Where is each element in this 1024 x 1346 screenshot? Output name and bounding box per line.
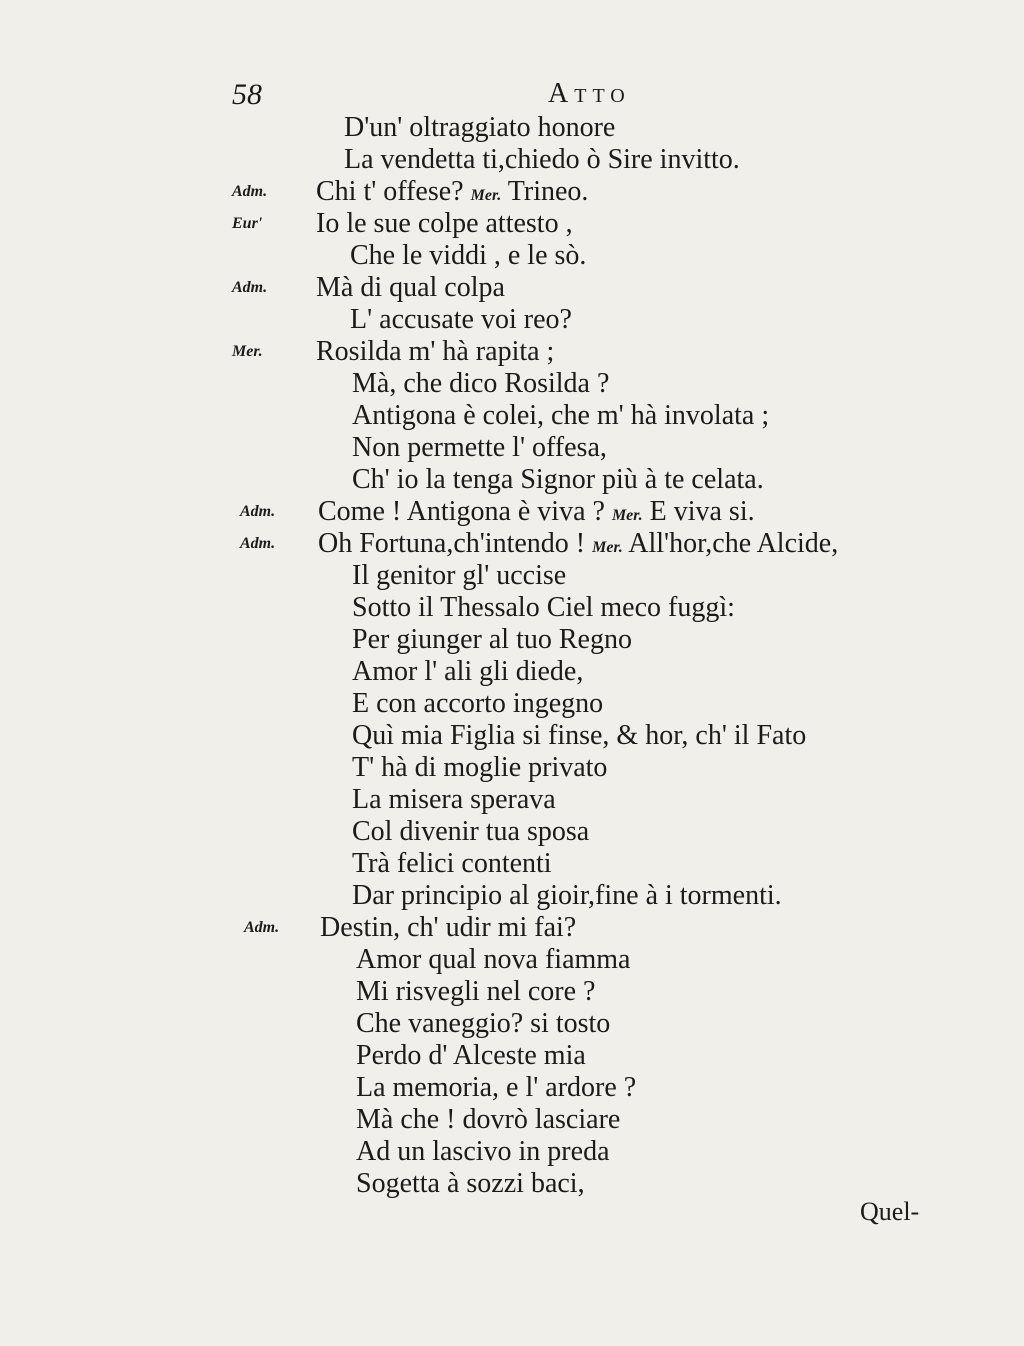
verse-line: Il genitor gl' uccise — [352, 560, 567, 591]
verse-line: D'un' oltraggiato honore — [344, 112, 616, 143]
verse-line: Mà che ! dovrò lasciare — [356, 1104, 621, 1135]
speaker-label: Mer. — [470, 187, 502, 204]
verse-line: Ad un lascivo in preda — [356, 1136, 610, 1167]
verse-line: Trà felici contenti — [352, 848, 552, 879]
verse-line: Ch' io la tenga Signor più à te celata. — [352, 464, 764, 495]
verse-line: Sotto il Thessalo Ciel meco fuggì: — [352, 592, 735, 623]
verse-line: T' hà di moglie privato — [352, 752, 608, 783]
speaker-label: Mer. — [232, 343, 263, 360]
verse-line: Perdo d' Alceste mia — [356, 1040, 586, 1071]
speaker-label: Mer. — [592, 539, 623, 556]
verse-line: E con accorto ingegno — [352, 688, 604, 719]
verse-line: Che vaneggio? si tosto — [356, 1008, 611, 1039]
verse-line: La misera sperava — [352, 784, 556, 815]
verse-line: Mi risvegli nel core ? — [356, 976, 596, 1007]
speaker-label: Adm. — [244, 919, 280, 936]
verse-line: La vendetta ti,chiedo ò Sire invitto. — [344, 144, 740, 175]
speaker-label: Adm. — [232, 279, 268, 296]
page-number: 58 — [232, 78, 262, 111]
verse-line: Per giunger al tuo Regno — [352, 624, 632, 655]
verse-line: Oh Fortuna,ch'intendo ! Mer. All'hor,che Alcide, — [318, 528, 839, 559]
verse-line: Che le viddi , e le sò. — [350, 240, 587, 271]
verse-line: Destin, ch' udir mi fai? — [320, 912, 577, 943]
verse-line: Chi t' offese? Mer. Trineo. — [316, 176, 589, 207]
verse-line: Antigona è colei, che m' hà involata ; — [352, 400, 770, 431]
verse-line: La memoria, e l' ardore ? — [356, 1072, 637, 1103]
verse-line: Quì mia Figlia si finse, & hor, ch' il Fato — [352, 720, 807, 751]
verse-line: L' accusate voi reo? — [350, 304, 572, 335]
verse-line: Dar principio al gioir,fine à i tormenti. — [352, 880, 782, 911]
running-head: Atto — [548, 78, 631, 109]
verse-line: Rosilda m' hà rapita ; — [316, 336, 555, 367]
verse-line: Sogetta à sozzi baci, — [356, 1168, 585, 1199]
speaker-label: Mer. — [611, 507, 643, 524]
verse-line: Amor qual nova fiamma — [356, 944, 631, 975]
speaker-label: Adm. — [240, 535, 276, 552]
verse-line: Col divenir tua sposa — [352, 816, 590, 847]
speaker-label: Adm. — [240, 503, 276, 520]
speaker-label: Eur' — [232, 215, 263, 232]
verse-line: Io le sue colpe attesto , — [316, 208, 573, 239]
speaker-label: Adm. — [232, 183, 268, 200]
verse-line: Mà di qual colpa — [316, 272, 505, 303]
verse-line: Amor l' ali gli diede, — [352, 656, 584, 687]
verse-line: Non permette l' offesa, — [352, 432, 607, 463]
verse-line: Come ! Antigona è viva ? Mer. E viva si. — [318, 496, 755, 527]
verse-line: Mà, che dico Rosilda ? — [352, 368, 610, 399]
catchword: Quel- — [860, 1197, 920, 1226]
